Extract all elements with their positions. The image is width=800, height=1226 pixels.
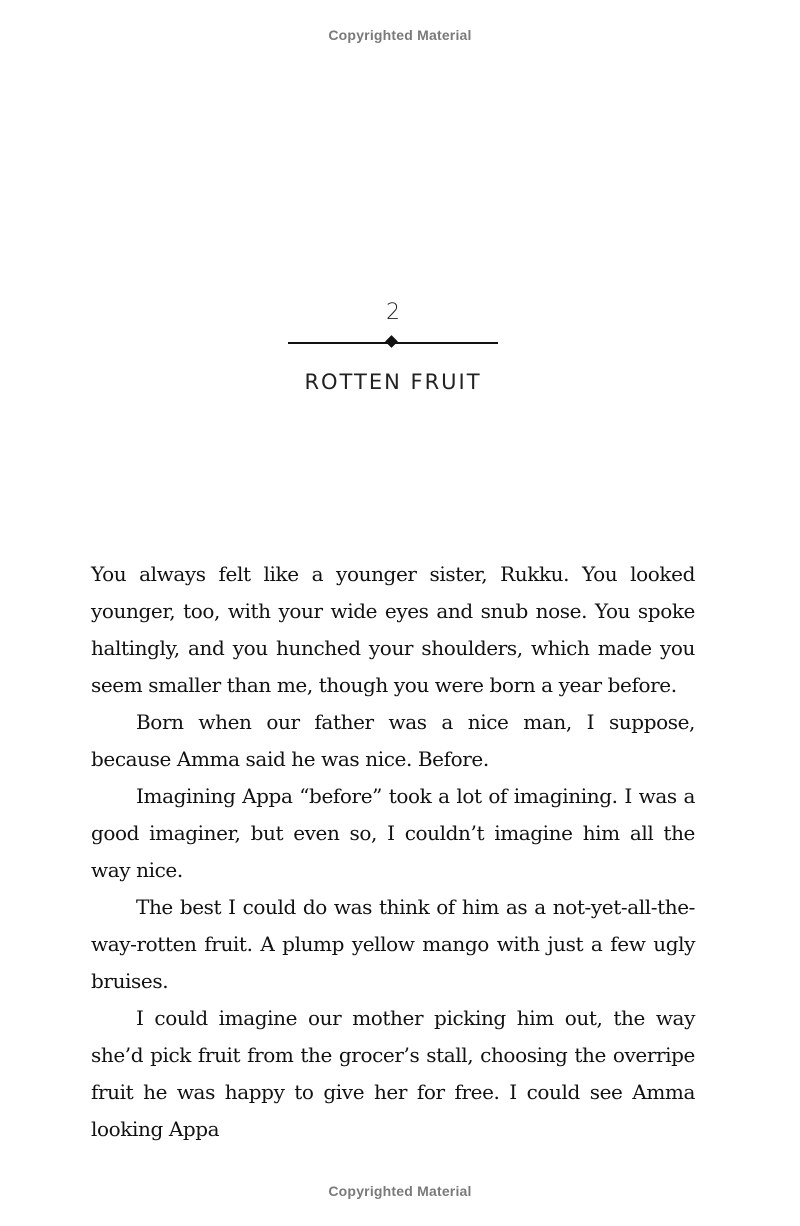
paragraph: The best I could do was think of him as a not-yet-all-the-way-rotten fruit. A plump yellow mango with just a few ugly bruises. — [91, 895, 695, 993]
diamond-ornament-icon — [385, 335, 398, 348]
paragraph: I could imagine our mother picking him out, the way she’d pick fruit from the grocer’s stall, choosing the overripe fruit he was happy to give her for free. I could see Amma looking Appa — [91, 1006, 695, 1141]
chapter-body-text — [91, 556, 695, 1148]
copyright-watermark-bottom: Copyrighted Material — [328, 1183, 472, 1199]
copyright-watermark-top: Copyrighted Material — [328, 27, 472, 43]
chapter-title: ROTTEN FRUIT — [304, 370, 482, 394]
paragraph: You always felt like a younger sister, Rukku. You looked younger, too, with your wide eyes and snub nose. You spoke haltingly, and you hunched your shoulders, which made you seem smaller than me, though you were born a year before. — [91, 562, 695, 697]
chapter-number: 2 — [386, 300, 400, 325]
paragraph: Born when our father was a nice man, I suppose, because Amma said he was nice. Before. — [91, 710, 695, 771]
paragraph: Imagining Appa “before” took a lot of imagining. I was a good imaginer, but even so, I couldn’t imagine him all the way nice. — [91, 784, 695, 882]
chapter-ornament-divider — [288, 336, 498, 350]
chapter-heading — [0, 300, 786, 394]
